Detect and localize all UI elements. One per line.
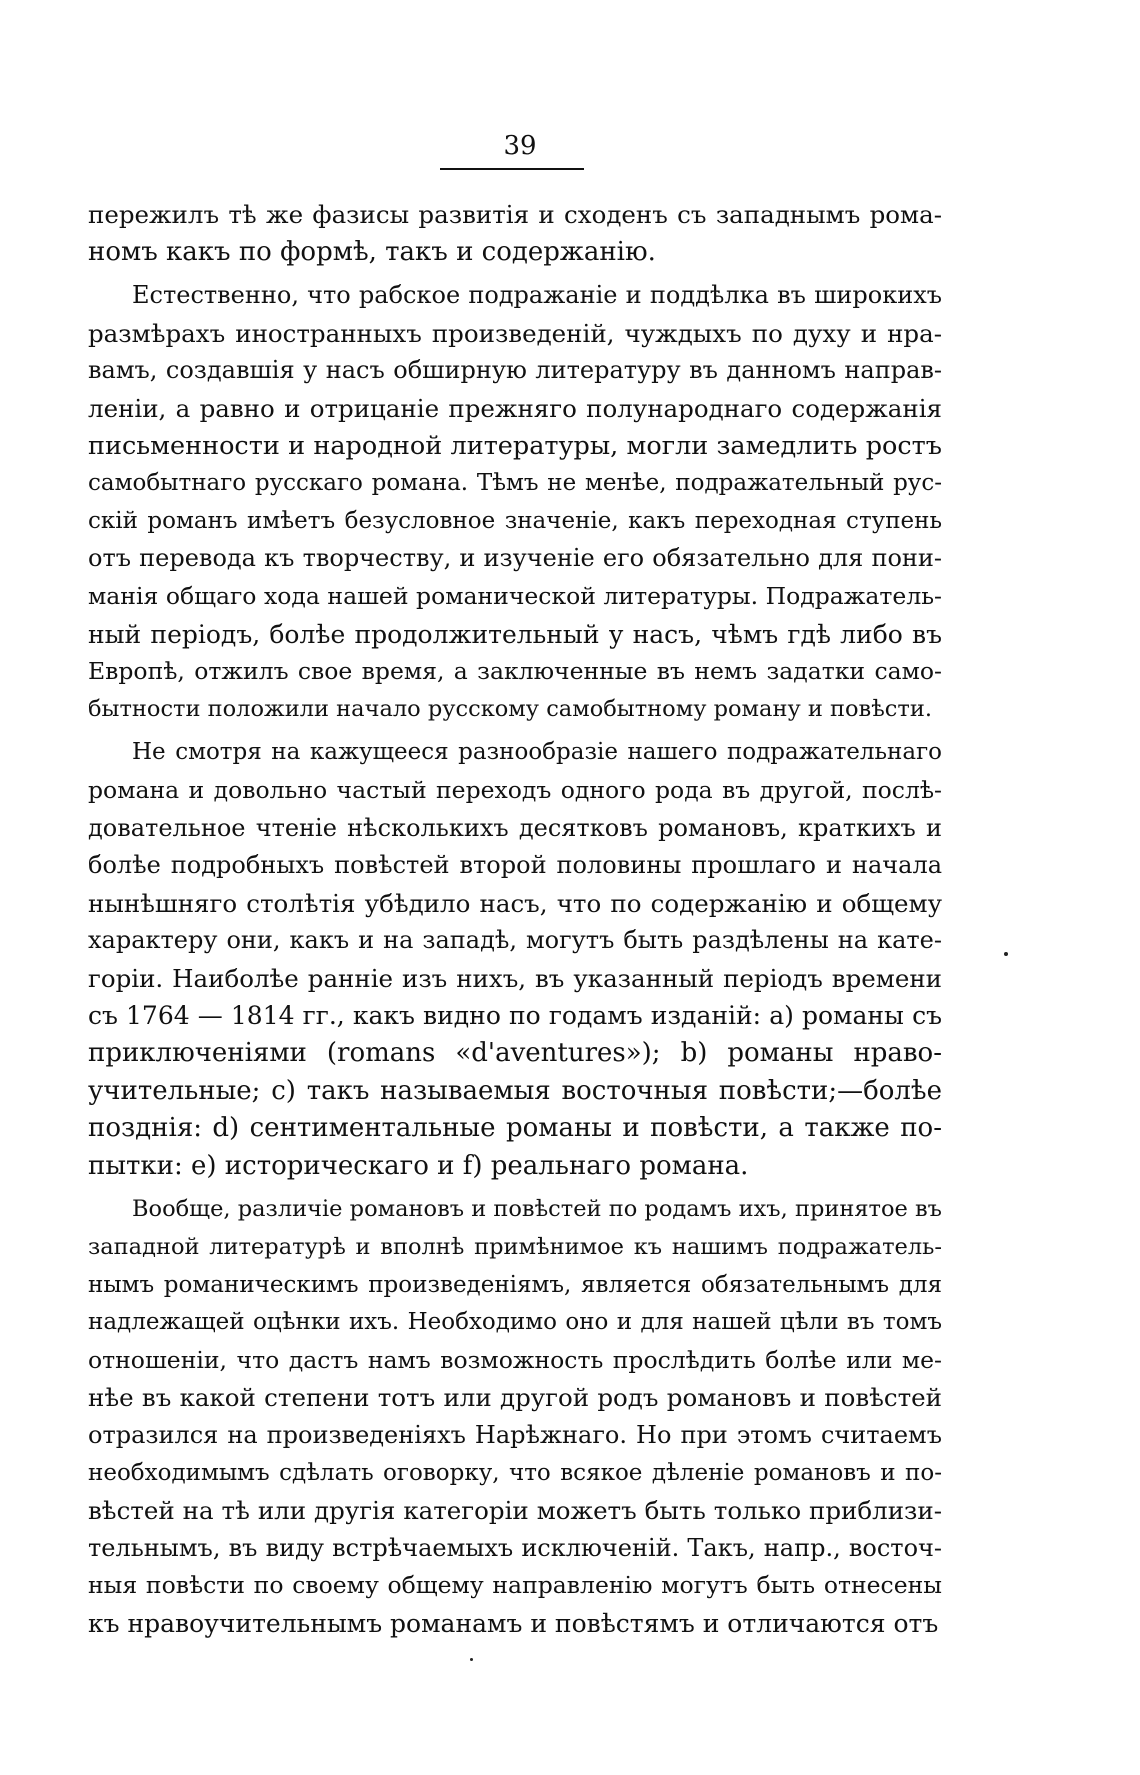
body-text: [88, 196, 942, 1643]
text-line: отношеніи, что дастъ намъ возможность прослѣдить болѣе или ме-: [88, 1345, 942, 1374]
text-line: нѣе въ какой степени тотъ или другой родъ романовъ и повѣстей: [88, 1383, 942, 1413]
header-rule: [440, 168, 584, 170]
text-line: письменности и народной литературы, могли замедлить ростъ: [88, 430, 942, 461]
text-line: необходимымъ сдѣлать оговорку, что всякое дѣленіе романовъ и по-: [88, 1459, 942, 1486]
text-line: леніи, а равно и отрицаніе прежняго полународнаго содержанія: [88, 393, 942, 423]
text-line: горіи. Наиболѣе ранніе изъ нихъ, въ указанный періодъ времени: [88, 963, 942, 993]
text-line: учительные; c) такъ называемыя восточныя повѣсти;—болѣе: [88, 1075, 942, 1106]
text-line: приключеніями (romans «d'aventures»); b) романы нраво-: [88, 1038, 942, 1069]
text-line: Не смотря на кажущееся разнообразіе нашего подражательнаго: [132, 739, 942, 766]
text-line: тельнымъ, въ виду встрѣчаемыхъ исключеній. Такъ, напр., восточ-: [88, 1533, 942, 1562]
paragraph: [88, 1191, 942, 1642]
text-line: ныя повѣсти по своему общему направленію могутъ быть отнесены: [88, 1571, 942, 1600]
text-line: романа и довольно частый переходъ одного рода въ другой, послѣ-: [88, 775, 942, 804]
text-line: размѣрахъ иностранныхъ произведеній, чуждыхъ по духу и нра-: [88, 318, 942, 348]
text-line: Вообще, различіе романовъ и повѣстей по родамъ ихъ, принятое въ: [132, 1196, 942, 1223]
text-line: манія общаго хода нашей романической литературы. Подражатель-: [88, 581, 942, 610]
text-line: съ 1764 — 1814 гг., какъ видно по годамъ изданій: a) романы съ: [88, 1001, 942, 1031]
text-line: пережилъ тѣ же фазисы развитія и сходенъ съ западнымъ рома-: [88, 200, 942, 229]
text-line: вамъ, создавшія у насъ обширную литературу въ данномъ направ-: [88, 356, 942, 385]
paragraphs: [88, 196, 942, 1643]
text-line: самобытнаго русскаго романа. Тѣмъ не менѣе, подражательный рус-: [88, 470, 942, 497]
text-line: нынѣшняго столѣтія убѣдило насъ, что по содержанію и общему: [88, 888, 942, 918]
text-line: Европѣ, отжилъ свое время, а заключенные въ немъ задатки само-: [88, 657, 942, 686]
paragraph: [88, 196, 942, 271]
text-line: къ нравоучительнымъ романамъ и повѣстямъ и отличаются отъ: [88, 1608, 939, 1638]
text-line: позднія: d) сентиментальные романы и повѣсти, а также по-: [88, 1113, 942, 1144]
text-line: ный періодъ, болѣе продолжительный у насъ, чѣмъ гдѣ либо въ: [88, 619, 942, 649]
text-line: скій романъ имѣетъ безусловное значеніе, какъ переходная ступень: [88, 507, 942, 534]
text-line: пытки: e) историческаго и f) реальнаго романа.: [88, 1150, 749, 1181]
text-line: нымъ романическимъ произведеніямъ, является обязательнымъ для: [88, 1271, 942, 1298]
page-number: 39: [503, 131, 537, 161]
paragraph: [88, 734, 942, 1185]
text-line: характеру они, какъ и на западѣ, могутъ быть раздѣлены на кате-: [88, 926, 942, 955]
text-line: бытности положили начало русскому самобытному роману и повѣсти.: [88, 695, 932, 722]
text-line: номъ какъ по формѣ, такъ и содержанію.: [88, 236, 656, 267]
text-line: болѣе подробныхъ повѣстей второй половины прошлаго и начала: [88, 851, 942, 880]
text-line: надлежащей оцѣнки ихъ. Необходимо оно и для нашей цѣли въ томъ: [88, 1309, 942, 1336]
paragraph: [88, 277, 942, 728]
text-line: отразился на произведеніяхъ Нарѣжнаго. Но при этомъ считаемъ: [88, 1421, 942, 1449]
text-line: западной литературѣ и вполнѣ примѣнимое къ нашимъ подражатель-: [88, 1234, 942, 1261]
text-line: довательное чтеніе нѣсколькихъ десятковъ романовъ, краткихъ и: [88, 813, 942, 842]
print-speck: [1004, 952, 1008, 956]
print-speck: [470, 1658, 473, 1661]
text-line: отъ перевода къ творчеству, и изученіе его обязательно для пони-: [88, 544, 942, 573]
text-line: вѣстей на тѣ или другія категоріи можетъ быть только приблизи-: [88, 1496, 942, 1526]
text-line: Естественно, что рабское подражаніе и поддѣлка въ широкихъ: [132, 281, 942, 310]
